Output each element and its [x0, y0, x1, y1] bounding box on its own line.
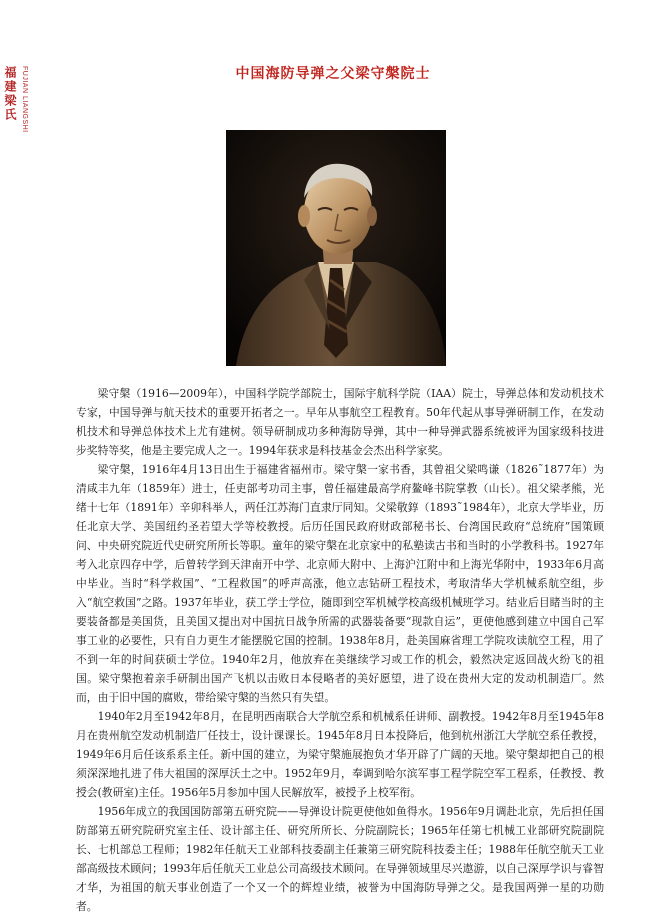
biography-paragraph-3: 1940年2月至1942年8月，在昆明西南联合大学航空系和机械系任讲师、副教授。1942年8月至1945年8月在贵州航空发动机制造厂任技士，设计课课长。1945年8月日本投降后，他到杭州浙江大学航空系任教授，1949年6月后任该系系主任。新中国的建立，为梁守槃施展抱负才华开辟了广阔的天地。梁守槃却把自己的根须深深地扎进了伟大祖国的深厚沃土之中。1952年9月，奉调到哈尔滨军事工程学院空军工程系，任教授、教授会(教研室)主任。1956年5月参加中国人民解放军，被授予上校军衔。 [76, 710, 604, 799]
sidebar-brand-pinyin: FUJIAN LIANGSHI [21, 66, 28, 133]
biography-paragraph-2: 梁守槃，1916年4月13日出生于福建省福州市。梁守槃一家书香，其曾祖父梁鸣谦（1826˜1877年）为清咸丰九年（1859年）进士，任吏部考功司主事，曾任福建最高学府鳌峰书院掌教（山长）。祖父梁孝熊，光绪十七年（1891年）辛卯科举人，两任江苏海门直隶厅同知。父梁敬錞（1893˜1984年），北京大学毕业，历任北京大学、美国纽约圣若望大学等校教授。后历任国民政府财政部秘书长、台湾国民政府“总统府”国策顾问、中央研究院近代史研究所所长等职。童年的梁守槃在北京家中的私塾读古书和当时的小学教科书。1927年考入北京四存中学，后曾转学到天津南开中学、北京师大附中、上海沪江附中和上海光华附中，1933年6月高中毕业。当时“科学救国”、“工程救国”的呼声高涨，他立志钻研工程技术，考取清华大学机械系航空组，步入“航空救国”之路。1937年毕业，获工学士学位，随即到空军机械学校高级机械班学习。结业后目睹当时的主要装备都是美国货，且美国又提出对中国抗日战争所需的武器装备要“现款自运”，更使他感到建立中国自己军事工业的必要性，只有自力更生才能摆脱它国的控制。1938年8月，赴美国麻省理工学院攻读航空工程，用了不到一年的时间获硕士学位。1940年2月，他放弃在美继续学习或工作的机会，毅然决定返回战火纷飞的祖国。梁守槃抱着亲手研制出国产飞机以击败日本侵略者的美好愿望，进了设在贵州大定的发动机制造厂。然而，由于旧中国的腐败，带给梁守槃的当然只有失望。 [76, 463, 604, 704]
sidebar-brand-title: 福建梁氏 [3, 66, 17, 122]
biography-text [76, 384, 604, 916]
portrait-photo [226, 130, 446, 366]
biography-paragraph-1: 梁守槃（1916—2009年），中国科学院学部院士，国际宇航科学院（IAA）院士，导弹总体和发动机技术专家，中国导弹与航天技术的重要开拓者之一。早年从事航空工程教育。50年代起从事导弹研制工作，在发动机技术和导弹总体技术上尤有建树。领导研制成功多种海防导弹，其中一种导弹武器系统被评为国家级科技进步奖特等奖，他是主要完成人之一。1994年获求是科技基金会杰出科学家奖。 [76, 387, 604, 457]
portrait-illustration [226, 130, 446, 366]
biography-paragraph-4: 1956年成立的我国国防部第五研究院——导弹设计院更使他如鱼得水。1956年9月调赴北京，先后担任国防部第五研究院研究室主任、设计部主任、研究所所长、分院副院长；1965年任第七机械工业部研究院副院长、七机部总工程师；1982年任航天工业部科技委副主任兼第三研究院科技委主任；1988年任航空航天工业部高级技术顾问；1993年后任航天工业总公司高级技术顾问。在导弹领域里尽兴遨游，以自己深厚学识与睿智才华，为祖国的航天事业创造了一个又一个的辉煌业绩，被誉为中国海防导弹之父。是我国两弹一星的功勋者。 [76, 805, 604, 913]
page-title: 中国海防导弹之父梁守槃院士 [235, 66, 431, 82]
